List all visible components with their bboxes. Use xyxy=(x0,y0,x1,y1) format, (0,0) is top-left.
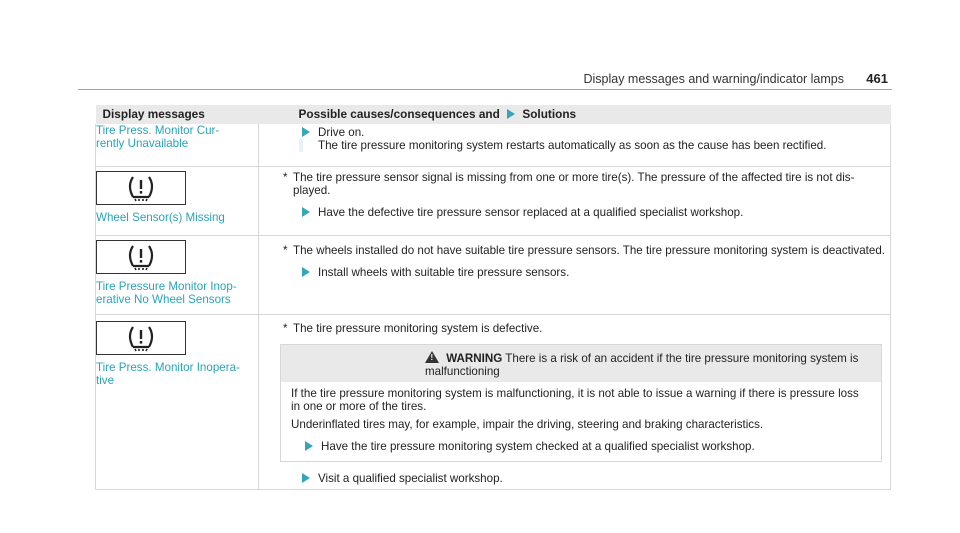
warning-text: Underinflated tires may, for example, impair the driving, steering and braking characteristics. xyxy=(291,418,764,431)
table-row xyxy=(96,124,891,167)
cause-line: The wheels installed do not have suitable tire pressure sensors. The tire pressure monitoring system is deactivated. xyxy=(293,244,886,257)
arrow-icon xyxy=(302,473,310,483)
tire-pressure-warning-icon xyxy=(96,240,186,274)
message-cell xyxy=(96,315,259,490)
solution-cell xyxy=(259,236,891,315)
message-text: Tire Press. Monitor Inopera- xyxy=(96,361,240,374)
col-header-causes-text: Possible causes/consequences and xyxy=(298,107,500,121)
display-messages-table xyxy=(95,105,891,490)
solution-step xyxy=(259,206,890,219)
page-header-title: Display messages and warning/indicator lamps xyxy=(583,72,844,86)
solution-cell xyxy=(259,124,891,167)
warning-triangle-icon: ! xyxy=(425,351,439,363)
warning-text: If the tire pressure monitoring system is malfunctioning, it is not able to issue a warning if there is pressure loss xyxy=(291,387,859,400)
solution-step xyxy=(259,266,890,279)
col-header-messages: Display messages xyxy=(96,105,259,124)
header-rule xyxy=(78,89,892,90)
table-row xyxy=(96,315,891,490)
message-text: rently Unavailable xyxy=(96,137,189,150)
cause-text: * The wheels installed do not have suitable tire pressure sensors. The tire pressure monitoring system is deactivated. xyxy=(283,244,886,257)
message-text: Wheel Sensor(s) Missing xyxy=(96,211,225,224)
tire-pressure-warning-icon xyxy=(96,321,186,355)
message-cell xyxy=(96,236,259,315)
solution-text: Have the defective tire pressure sensor replaced at a qualified specialist workshop. xyxy=(318,206,744,219)
solution-step xyxy=(259,126,890,139)
cause-line: The tire pressure sensor signal is missing from one or more tire(s). The pressure of the affected tire is not dis- xyxy=(293,171,855,184)
page-number: 461 xyxy=(866,71,888,86)
table-row xyxy=(96,236,891,315)
message-cell xyxy=(96,124,259,167)
solution-cell xyxy=(259,167,891,236)
message-text: erative No Wheel Sensors xyxy=(96,293,231,306)
cause-text: * The tire pressure monitoring system is defective. xyxy=(283,322,543,335)
message-cell xyxy=(96,167,259,236)
solution-text: Drive on. xyxy=(318,126,365,139)
arrow-icon xyxy=(305,441,313,451)
arrow-icon xyxy=(302,207,310,217)
warning-solution xyxy=(291,440,871,453)
arrow-icon xyxy=(302,127,310,137)
cause-text: * The tire pressure sensor signal is missing from one or more tire(s). The pressure of the affected tire is not dis- xyxy=(283,171,855,184)
warning-body xyxy=(281,382,881,461)
table-header-row xyxy=(96,105,891,124)
arrow-icon xyxy=(507,109,515,119)
solution-text: Install wheels with suitable tire pressure sensors. xyxy=(318,266,570,279)
arrow-icon xyxy=(302,267,310,277)
message-text: Tire Pressure Monitor Inop- xyxy=(96,280,237,293)
solution-detail: The tire pressure monitoring system restarts automatically as soon as the cause has been rectified. xyxy=(299,139,890,152)
tire-pressure-warning-icon xyxy=(96,171,186,205)
message-text: tive xyxy=(96,374,115,387)
col-header-solutions xyxy=(259,105,891,124)
cause-line: played. xyxy=(293,184,331,197)
solution-step xyxy=(259,472,890,485)
col-header-solutions-text: Solutions xyxy=(522,107,577,121)
warning-text: in one or more of the tires. xyxy=(291,400,427,413)
page-header xyxy=(0,0,960,90)
solution-cell xyxy=(259,315,891,490)
table-row xyxy=(96,167,891,236)
cause-line: The tire pressure monitoring system is defective. xyxy=(293,322,543,335)
warning-header xyxy=(281,345,881,382)
warning-label: WARNING xyxy=(446,352,503,365)
solution-text: Visit a qualified specialist workshop. xyxy=(318,472,503,485)
solution-text: Have the tire pressure monitoring system checked at a qualified specialist workshop. xyxy=(321,440,755,453)
warning-title: There is a risk of an accident if the tire pressure monitoring system is malfunctioning xyxy=(425,352,859,378)
warning-box xyxy=(280,344,882,462)
message-text: Tire Press. Monitor Cur- xyxy=(96,124,220,137)
